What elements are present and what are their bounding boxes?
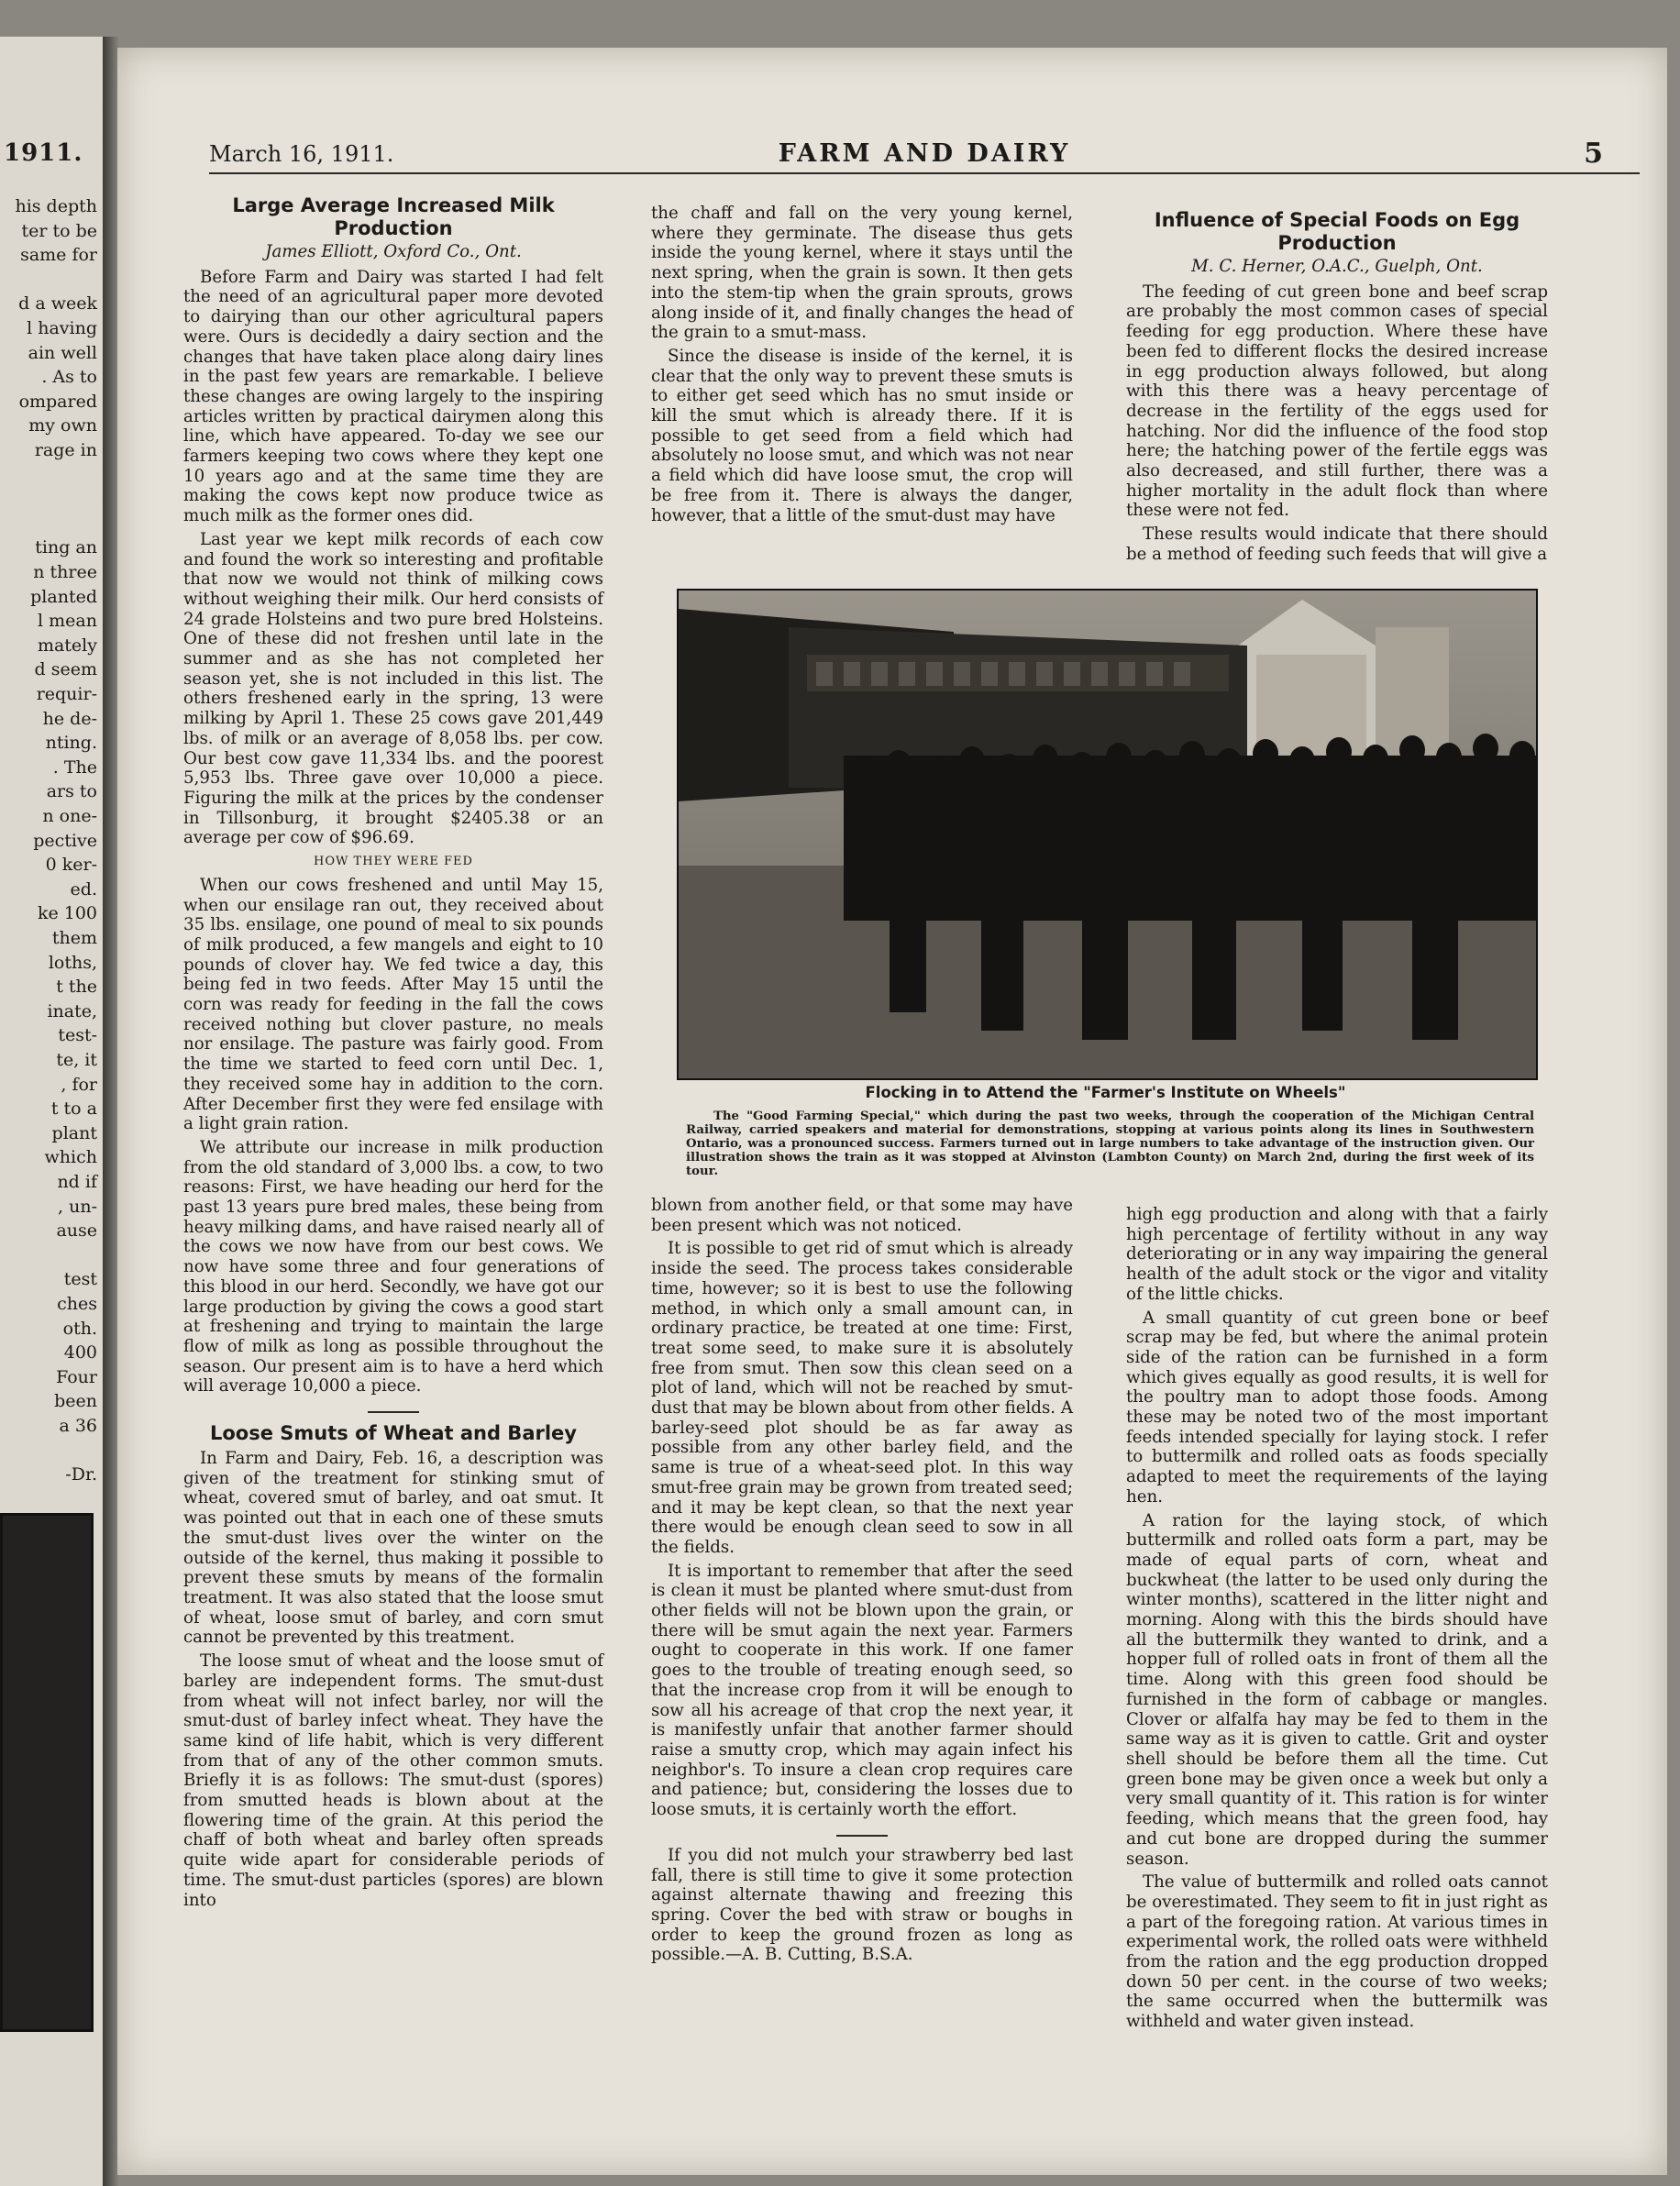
- left-page-fragment-line: ting an: [35, 537, 97, 558]
- paragraph: The loose smut of wheat and the loose smut of barley are independent forms. The smut-dust from wheat will not infect barley, nor will the smut-dust of barley infect wheat. They have the same kind of life habit, which is very different from that of any of the other common smuts. Briefly it is as follows: The smut-dust (spores) from smutted heads is blown about at the flowering time of the grain. At this period the chaff of both wheat and barley often spreads quite wide apart for considerable periods of time. The smut-dust particles (spores) are blown into: [183, 1651, 603, 1910]
- left-page-fragment-line: loths,: [48, 952, 97, 973]
- photo-caption-title: Flocking in to Attend the "Farmer's Institute on Wheels": [865, 1084, 1346, 1101]
- left-page-fragment-line: nting.: [45, 733, 97, 754]
- left-page-fragment-line: same for: [20, 245, 97, 266]
- left-page-fragment-line: pective: [33, 830, 97, 851]
- left-page-fragment-line: , for: [61, 1074, 97, 1095]
- paragraph: high egg production and along with that a fairly high percentage of fertility without in any way deteriorating or in any way impairing the general health of the adult stock or the vigor and vitality of the little chicks.: [1126, 1205, 1548, 1304]
- left-page-fragment-line: which: [44, 1147, 97, 1168]
- column-1: [183, 194, 603, 1910]
- left-page-fragment-line: planted: [30, 586, 97, 607]
- column-3-top: [1126, 209, 1548, 565]
- left-page-date: 1911.: [4, 139, 83, 167]
- paragraph: Last year we kept milk records of each cow and found the work so interesting and profitable that now we would not think of milking cows without weighing their milk. Our herd consists of 24 grade Holsteins and two pure bred Holsteins. One of these did not freshen until late in the summer and as she has not completed her season yet, she is not included in this list. The others freshened early in the spring, 13 were milking by April 1. These 25 cows gave 201,449 lbs. of milk or an average of 8,058 lbs. per cow. Our best cow gave 11,334 lbs. and the poorest 5,953 lbs. Three gave over 10,000 a piece. Figuring the milk at the prices by the condenser in Tillsonburg, it brought $2405.38 or an average per cow of $96.69.: [183, 529, 603, 848]
- column-2-bottom: [651, 1196, 1073, 1965]
- subhead-how-they-were-fed: HOW THEY WERE FED: [314, 855, 473, 869]
- left-page-fragment-line: ain well: [28, 342, 97, 363]
- left-page-fragment: [0, 37, 105, 2186]
- left-page-fragment-line: test: [63, 1269, 97, 1290]
- left-page-fragment-line: l mean: [38, 611, 97, 632]
- left-page-fragment-line: inate,: [47, 1000, 97, 1021]
- left-page-fragment-line: ches: [57, 1294, 97, 1314]
- column-2-top: [651, 204, 1073, 525]
- paragraph: If you did not mulch your strawberry bed last fall, there is still time to give it some protection against alternate thawing and freezing this spring. Cover the bed with straw or boughs in order to keep the ground frozen as long as possible.—A. B. Cutting, B.S.A.: [651, 1845, 1073, 1965]
- paragraph: These results would indicate that there should be a method of feeding such feeds that will give a: [1126, 524, 1548, 564]
- left-page-fragment-line: requir-: [36, 684, 97, 704]
- left-page-fragment-line: test-: [58, 1025, 97, 1046]
- masthead: FARM AND DAIRY: [778, 139, 1071, 168]
- left-page-fragment-line: t to a: [50, 1099, 97, 1120]
- left-page-fragment-line: -Dr.: [65, 1464, 97, 1485]
- left-page-dark-image: [0, 1513, 94, 2032]
- paragraph: The value of buttermilk and rolled oats cannot be overestimated. They seem to fit in just right as a part of the foregoing ration. At various times in experimental work, the rolled oats were withheld from the ration and the egg production dropped down 50 per cent. in the course of two weeks; the same occurred when the buttermilk was withheld and water given instead.: [1126, 1872, 1548, 2032]
- photo-caption-body: The "Good Farming Special," which during the past two weeks, through the cooperation of the Michigan Central Railway, carried speakers and material for demonstrations, stopping at various points along its lines in Southwestern Ontario, was a pronounced success. Farmers turned out in large numbers to take advantage of the instruction given. Our illustration shows the train as it was stopped at Alvinston (Lambton County) on March 2nd, during the first week of its tour.: [686, 1110, 1534, 1178]
- paragraph: When our cows freshened and until May 15, when our ensilage ran out, they received about 35 lbs. ensilage, one pound of meal to six pounds of milk produced, a few mangels and eight to 10 pounds of clover hay. We fed twice a day, this being fed in two feeds. After May 15 until the corn was ready for feeding in the fall the cows received nothing but clover pasture, no meals nor ensilage. The pasture was fairly good. From the time we started to feed corn until Dec. 1, they received some hay in addition to the corn. After December first they were fed ensilage with a light grain ration.: [183, 875, 603, 1134]
- left-page-fragment-line: ars to: [46, 781, 97, 802]
- left-page-fragment-line: te, it: [56, 1050, 97, 1070]
- left-page-fragment-line: them: [51, 928, 97, 948]
- page-header: [209, 136, 1640, 174]
- paragraph: A ration for the laying stock, of which buttermilk and rolled oats form a part, may be made of equal parts of corn, wheat and buckwheat (the latter to be used only during the winter months), scattered in the litter night and morning. Along with this the birds should have all the buttermilk they wanted to drink, and a hopper full of rolled oats in front of them all the time. Along with this green food should be furnished in the form of cabbage or mangles. Clover or alfalfa hay may be fed to them in the same way as it is given to cattle. Grit and oyster shell should be before them all the time. Cut green bone may be given once a week but only a very small quantity of it. This ration is for winter feeding, which means that the green food, hay and cut bone are dropped during the summer season.: [1126, 1510, 1548, 1869]
- paragraph: We attribute our increase in milk production from the old standard of 3,000 lbs. a cow, to two reasons: First, we have heading our herd for the past 13 years pure bred males, these being from heavy milking dams, and have raised nearly all of the cows we now have from our best cows. We now have some three and four generations of this blood in our herd. Secondly, we have got our large production by giving the cows a good start at freshening and trying to maintain the large flow of milk as long as possible throughout the season. Our present aim is to have a herd which will average 10,000 a piece.: [183, 1137, 603, 1397]
- divider-rule: [368, 1411, 419, 1413]
- paragraph: Since the disease is inside of the kernel, it is clear that the only way to prevent these smuts is to either get seed which has no smut inside or kill the smut which is already there. If it is possible to get seed from a field which had absolutely no loose smut, and which was not near a field which did have loose smut, the crop will be free from it. There is always the danger, however, that a little of the smut-dust may have: [651, 346, 1073, 525]
- left-page-fragment-line: l having: [27, 318, 97, 338]
- left-page-fragment-line: Four: [56, 1366, 97, 1387]
- paragraph: the chaff and fall on the very young kernel, where they germinate. The disease thus gets inside the young kernel, where it stays until the next spring, when the grain is sown. It then gets into the stem-tip when the grain sprouts, grows along inside of it, and finally changes the head of the grain to a smut-mass.: [651, 204, 1073, 343]
- issue-date: March 16, 1911.: [209, 141, 394, 167]
- left-page-fragment-line: his depth: [15, 196, 97, 216]
- left-page-fragment-line: a 36: [59, 1416, 97, 1436]
- left-page-fragment-line: d seem: [34, 659, 97, 680]
- left-page-fragment-line: n one-: [42, 806, 97, 826]
- paragraph: In Farm and Dairy, Feb. 16, a description was given of the treatment for stinking smut of wheat, covered smut of barley, and oat smut. It was pointed out that in each one of these smuts the smut-dust lives over the winter on the outside of the kernel, thus making it possible to prevent these smuts by means of the formalin treatment. It was also stated that the loose smut of wheat, loose smut of barley, and corn smut cannot be prevented by this treatment.: [183, 1449, 603, 1648]
- train-crowd-image: [679, 591, 1536, 1078]
- left-page-fragment-line: 400: [63, 1342, 97, 1363]
- left-page-fragment-line: t the: [56, 977, 97, 998]
- article-byline-milk: James Elliott, Oxford Co., Ont.: [265, 242, 522, 261]
- paragraph: The feeding of cut green bone and beef scrap are probably the most common cases of special feeding for egg production. Where these have been fed to different flocks the desired increase in egg production always followed, but along with this there was a heavy percentage of decrease in the fertility of the eggs used for hatching. Nor did the influence of the food stop here; the hatching power of the fertile eggs was also decreased, and still further, there was a higher mortality in the adult flock than where these were not fed.: [1126, 282, 1548, 521]
- column-3-bottom: [1126, 1205, 1548, 2032]
- paragraph: Before Farm and Dairy was started I had felt the need of an agricultural paper more devoted to dairying than our other agricultural papers were. Ours is decidedly a dairy section and the changes that have taken place along dairy lines in the past few years are remarkable. I believe these changes are owing largely to the inspiring articles written by practical dairymen along this line, which have appeared. To-day we see our farmers keeping two cows where they kept one 10 years ago and at the same time they are making the cows kept now produce twice as much milk as the former ones did.: [183, 267, 603, 526]
- left-page-fragment-line: n three: [33, 562, 97, 582]
- left-page-fragment-line: he de-: [42, 708, 97, 729]
- paragraph: blown from another field, or that some may have been present which was not noticed.: [651, 1196, 1073, 1235]
- left-page-fragment-line: plant: [51, 1122, 97, 1143]
- page-number: 5: [1584, 138, 1603, 170]
- left-page-fragment-line: ter to be: [21, 220, 97, 241]
- article-title-egg: Influence of Special Foods on Egg Production: [1154, 209, 1520, 254]
- divider-rule: [836, 1835, 888, 1837]
- article-title-smuts: Loose Smuts of Wheat and Barley: [210, 1422, 577, 1445]
- left-page-fragment-line: d a week: [18, 293, 97, 315]
- left-page-fragment-line: nd if: [57, 1172, 97, 1192]
- article-byline-egg: M. C. Herner, O.A.C., Guelph, Ont.: [1191, 257, 1483, 276]
- left-page-fragment-line: ed.: [70, 878, 97, 900]
- left-page-fragment-line: . The: [52, 756, 97, 778]
- left-page-fragment-line: ause: [56, 1220, 97, 1242]
- newspaper-page: [117, 48, 1667, 2175]
- left-page-fragment-line: rage in: [34, 440, 97, 460]
- left-page-fragment-line: 0 ker-: [45, 855, 97, 876]
- left-page-fragment-line: oth.: [62, 1318, 97, 1339]
- train-crowd-photo: [677, 589, 1538, 1080]
- left-page-fragment-line: mately: [37, 635, 97, 656]
- paragraph: A small quantity of cut green bone or beef scrap may be fed, but where the animal protein side of the ration can be furnished in a form which gives equally as good results, it is well for the poultry man to adopt those foods. Among these may be noted two of the most important feeds intended specially for laying stock. I refer to buttermilk and rolled oats as foods specially adapted to meet the requirements of the laying hen.: [1126, 1308, 1548, 1507]
- left-page-fragment-line: ke 100: [37, 903, 97, 924]
- left-page-fragment-line: , un-: [58, 1196, 97, 1217]
- article-title-milk: Large Average Increased Milk Production: [232, 194, 555, 239]
- left-page-fragment-line: my own: [28, 415, 97, 436]
- paragraph: It is possible to get rid of smut which is already inside the seed. The process takes considerable time, however; so it is best to use the following method, in which only a small amount can, in ordinary practice, be treated at one time: First, treat some seed, to make sure it is absolutely free from smut. Then sow this clean seed on a plot of land, which will not be reached by smut-dust that may be blown about from other fields. A barley-seed plot should be as far away as possible from any other barley field, and the same is true of a wheat-seed plot. In this way smut-free grain may be grown from treated seed; and it may be kept clean, so that the next year there would be enough clean seed to sow in all the fields.: [651, 1239, 1073, 1557]
- paragraph: It is important to remember that after the seed is clean it must be planted where smut-dust from other fields will not be blown upon the grain, or there will be smut again the next year. Farmers ought to cooperate in this work. If one famer goes to the trouble of treating enough seed, so that the increase crop from it will be enough to sow all his acreage of that crop the next year, it is manifestly unfair that another farmer should raise a smutty crop, which may again infect his neighbor's. To insure a clean crop requires care and patience; but, considering the losses due to loose smuts, it is certainly worth the effort.: [651, 1561, 1073, 1820]
- left-page-fragment-line: ompared: [18, 391, 97, 412]
- left-page-fragment-line: . As to: [41, 367, 97, 388]
- left-page-fragment-line: been: [54, 1391, 97, 1412]
